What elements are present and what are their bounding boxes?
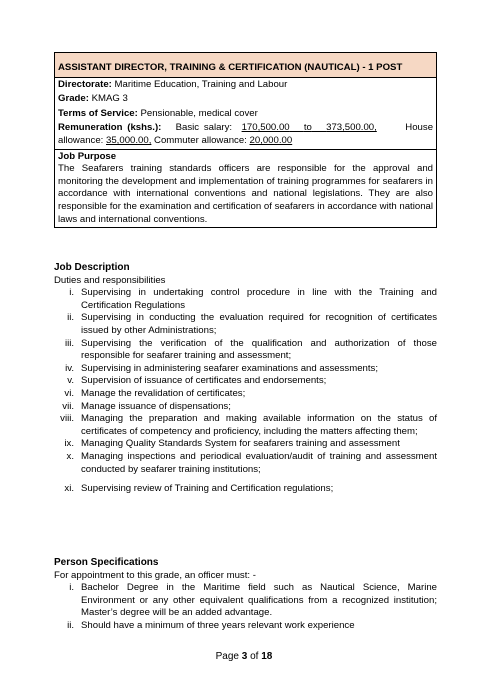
directorate-label: Directorate: bbox=[58, 78, 112, 90]
list-item-number: viii. bbox=[60, 413, 74, 425]
list-item-text: Supervising in conducting the evaluation required for recognition of certificates issued by other Administrations; bbox=[81, 312, 437, 336]
list-item-text: Supervising in undertaking control procedure in line with the Training and Certification Regulations bbox=[81, 287, 437, 311]
terms-value: Pensionable, medical cover bbox=[140, 107, 258, 119]
list-item-text: Manage the revalidation of certificates; bbox=[81, 387, 246, 399]
directorate-value: Maritime Education, Training and Labour bbox=[114, 78, 288, 90]
list-item bbox=[54, 363, 437, 376]
list-item-number: i. bbox=[69, 287, 74, 299]
commuter-allowance-value: 20,000.00 bbox=[249, 134, 293, 146]
basic-salary-min: 170,500.00 bbox=[241, 122, 290, 134]
list-item-text: Supervising the verification of the qualification and authorization of those responsible for seafarer training and assessment; bbox=[81, 337, 437, 362]
list-item-text: Managing the preparation and making available information on the status of certificates of competency and proficiency, including the matters affecting them; bbox=[81, 413, 437, 437]
basic-salary-max: 373,500.00, bbox=[326, 122, 377, 134]
grade-row bbox=[55, 92, 436, 107]
list-item-text: Managing inspections and periodical evaluation/audit of training and assessment conducted by seafarer training institutions; bbox=[81, 450, 437, 475]
job-purpose-label: Job Purpose bbox=[58, 150, 117, 162]
list-item-number: vi. bbox=[64, 387, 74, 399]
list-item bbox=[54, 312, 437, 337]
list-item-text: Bachelor Degree in the Maritime field such as Nautical Science, Marine Environment or any other equivalent qualifications from a recognized institution; Master’s degree will be an added advantage. bbox=[81, 582, 437, 619]
post-title: ASSISTANT DIRECTOR, TRAINING & CERTIFICATION (NAUTICAL) - 1 POST bbox=[55, 53, 436, 77]
page-total: 18 bbox=[261, 651, 273, 662]
list-item-number: i. bbox=[69, 582, 74, 594]
list-item bbox=[54, 620, 437, 633]
job-description-title: Job Description bbox=[54, 262, 130, 273]
remuneration-row bbox=[55, 121, 436, 148]
basic-salary-to: to bbox=[303, 122, 312, 134]
person-spec-intro: For appointment to this grade, an officer must: - bbox=[54, 569, 256, 581]
job-purpose-text: The Seafarers training standards officers are responsible for the approval and monitoring the development and implementation of training programmes for seafarers in accordance with international conventions and national legislations. They are also responsible for the examination and certification of seafarers in accordance with national laws and international conventions. bbox=[58, 163, 433, 225]
list-item-number: x. bbox=[66, 450, 74, 462]
of-word: of bbox=[250, 651, 259, 662]
page-footer bbox=[0, 651, 488, 662]
list-item-number: vii. bbox=[62, 400, 74, 412]
commuter-allowance-label: Commuter allowance: bbox=[154, 134, 247, 146]
list-item bbox=[54, 438, 437, 451]
list-item-text: Should have a minimum of three years relevant work experience bbox=[81, 619, 355, 631]
house-allowance-label: House allowance: bbox=[58, 122, 434, 146]
directorate-row bbox=[55, 77, 436, 93]
basic-salary-label: Basic salary: bbox=[175, 122, 233, 134]
page-word: Page bbox=[215, 651, 239, 662]
post-details-table bbox=[54, 52, 437, 228]
list-item bbox=[54, 388, 437, 401]
list-item-number: ii. bbox=[67, 619, 74, 631]
list-item-number: xi. bbox=[64, 483, 74, 495]
requirements-list bbox=[54, 582, 437, 632]
list-item-text: Supervision of issuance of certificates and endorsements; bbox=[81, 375, 327, 387]
list-item-number: ix. bbox=[64, 438, 74, 450]
remuneration-label: Remuneration (kshs.): bbox=[58, 122, 162, 134]
list-item bbox=[54, 451, 437, 476]
list-item bbox=[54, 582, 437, 620]
page-number: 3 bbox=[241, 651, 248, 662]
person-spec-section bbox=[54, 557, 437, 633]
terms-label: Terms of Service: bbox=[58, 107, 138, 119]
list-item bbox=[54, 483, 437, 496]
job-purpose-cell bbox=[55, 149, 436, 228]
list-item-number: v. bbox=[67, 375, 74, 387]
list-item-number: ii. bbox=[67, 312, 74, 324]
list-item-text: Supervising review of Training and Certification regulations; bbox=[81, 483, 334, 495]
list-item bbox=[54, 287, 437, 312]
list-item bbox=[54, 338, 437, 363]
list-item-number: iii. bbox=[64, 337, 74, 349]
list-item-text: Manage issuance of dispensations; bbox=[81, 400, 231, 412]
list-item-text: Managing Quality Standards System for seafarers training and assessment bbox=[81, 438, 400, 450]
duties-list bbox=[54, 287, 437, 496]
list-item-text: Supervising in administering seafarer examinations and assessments; bbox=[81, 362, 379, 374]
job-description-section bbox=[54, 262, 437, 496]
list-item bbox=[54, 413, 437, 438]
house-allowance-value: 35,000.00, bbox=[106, 134, 152, 146]
grade-label: Grade: bbox=[58, 93, 89, 105]
grade-value: KMAG 3 bbox=[91, 93, 128, 105]
terms-row bbox=[55, 107, 436, 122]
list-item bbox=[54, 401, 437, 414]
list-item bbox=[54, 375, 437, 388]
job-description-intro: Duties and responsibilities bbox=[54, 274, 166, 286]
person-spec-title: Person Specifications bbox=[54, 557, 159, 568]
list-item-number: iv. bbox=[65, 362, 74, 374]
